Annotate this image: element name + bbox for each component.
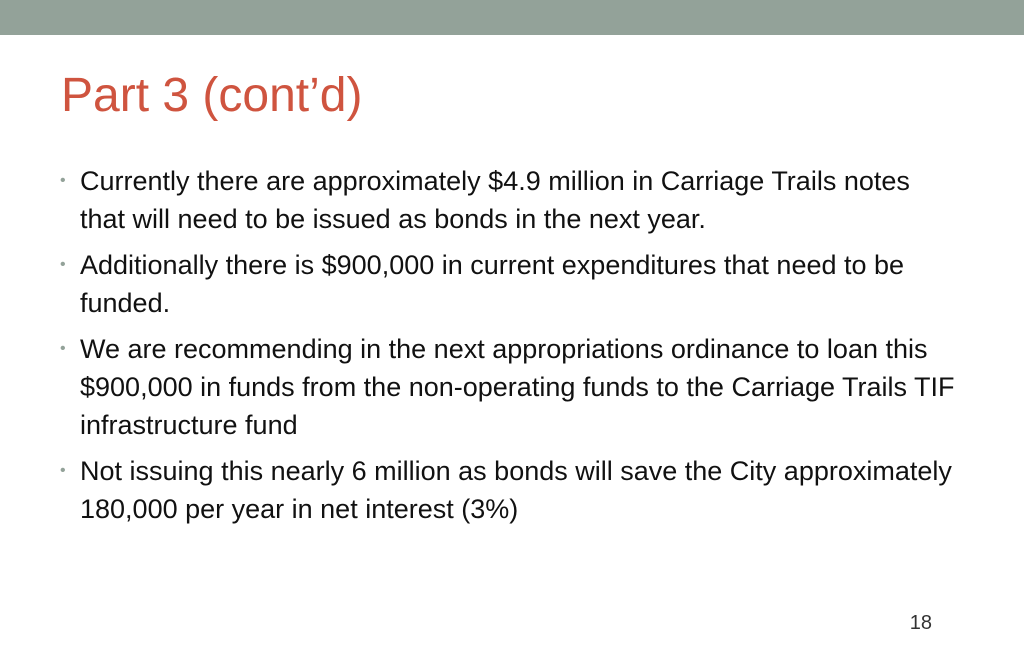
bullet-item-3	[58, 330, 958, 444]
bullet-list	[58, 162, 958, 536]
bullet-dot-icon: •	[60, 462, 66, 479]
bullet-text-2: Additionally there is $900,000 in current expenditures that need to be funded.	[80, 250, 905, 318]
bullet-text-4: Not issuing this nearly 6 million as bonds will save the City approximately 180,000 per year in net interest (3%)	[80, 456, 952, 524]
slide-page-number: 18	[909, 612, 932, 634]
header-accent-bar	[0, 0, 1024, 35]
bullet-text-1: Currently there are approximately $4.9 million in Carriage Trails notes that will need to be issued as bonds in the next year.	[80, 166, 910, 234]
bullet-item-2	[58, 246, 958, 322]
bullet-dot-icon: •	[60, 172, 66, 189]
bullet-item-1	[58, 162, 958, 238]
bullet-dot-icon: •	[60, 256, 66, 273]
bullet-text-3: We are recommending in the next appropriations ordinance to loan this $900,000 in funds from the non-operating funds to the Carriage Trails TIF infrastructure fund	[80, 334, 955, 440]
bullet-item-4	[58, 452, 958, 528]
bullet-dot-icon: •	[60, 340, 66, 357]
slide-title: Part 3 (cont’d)	[61, 69, 363, 122]
